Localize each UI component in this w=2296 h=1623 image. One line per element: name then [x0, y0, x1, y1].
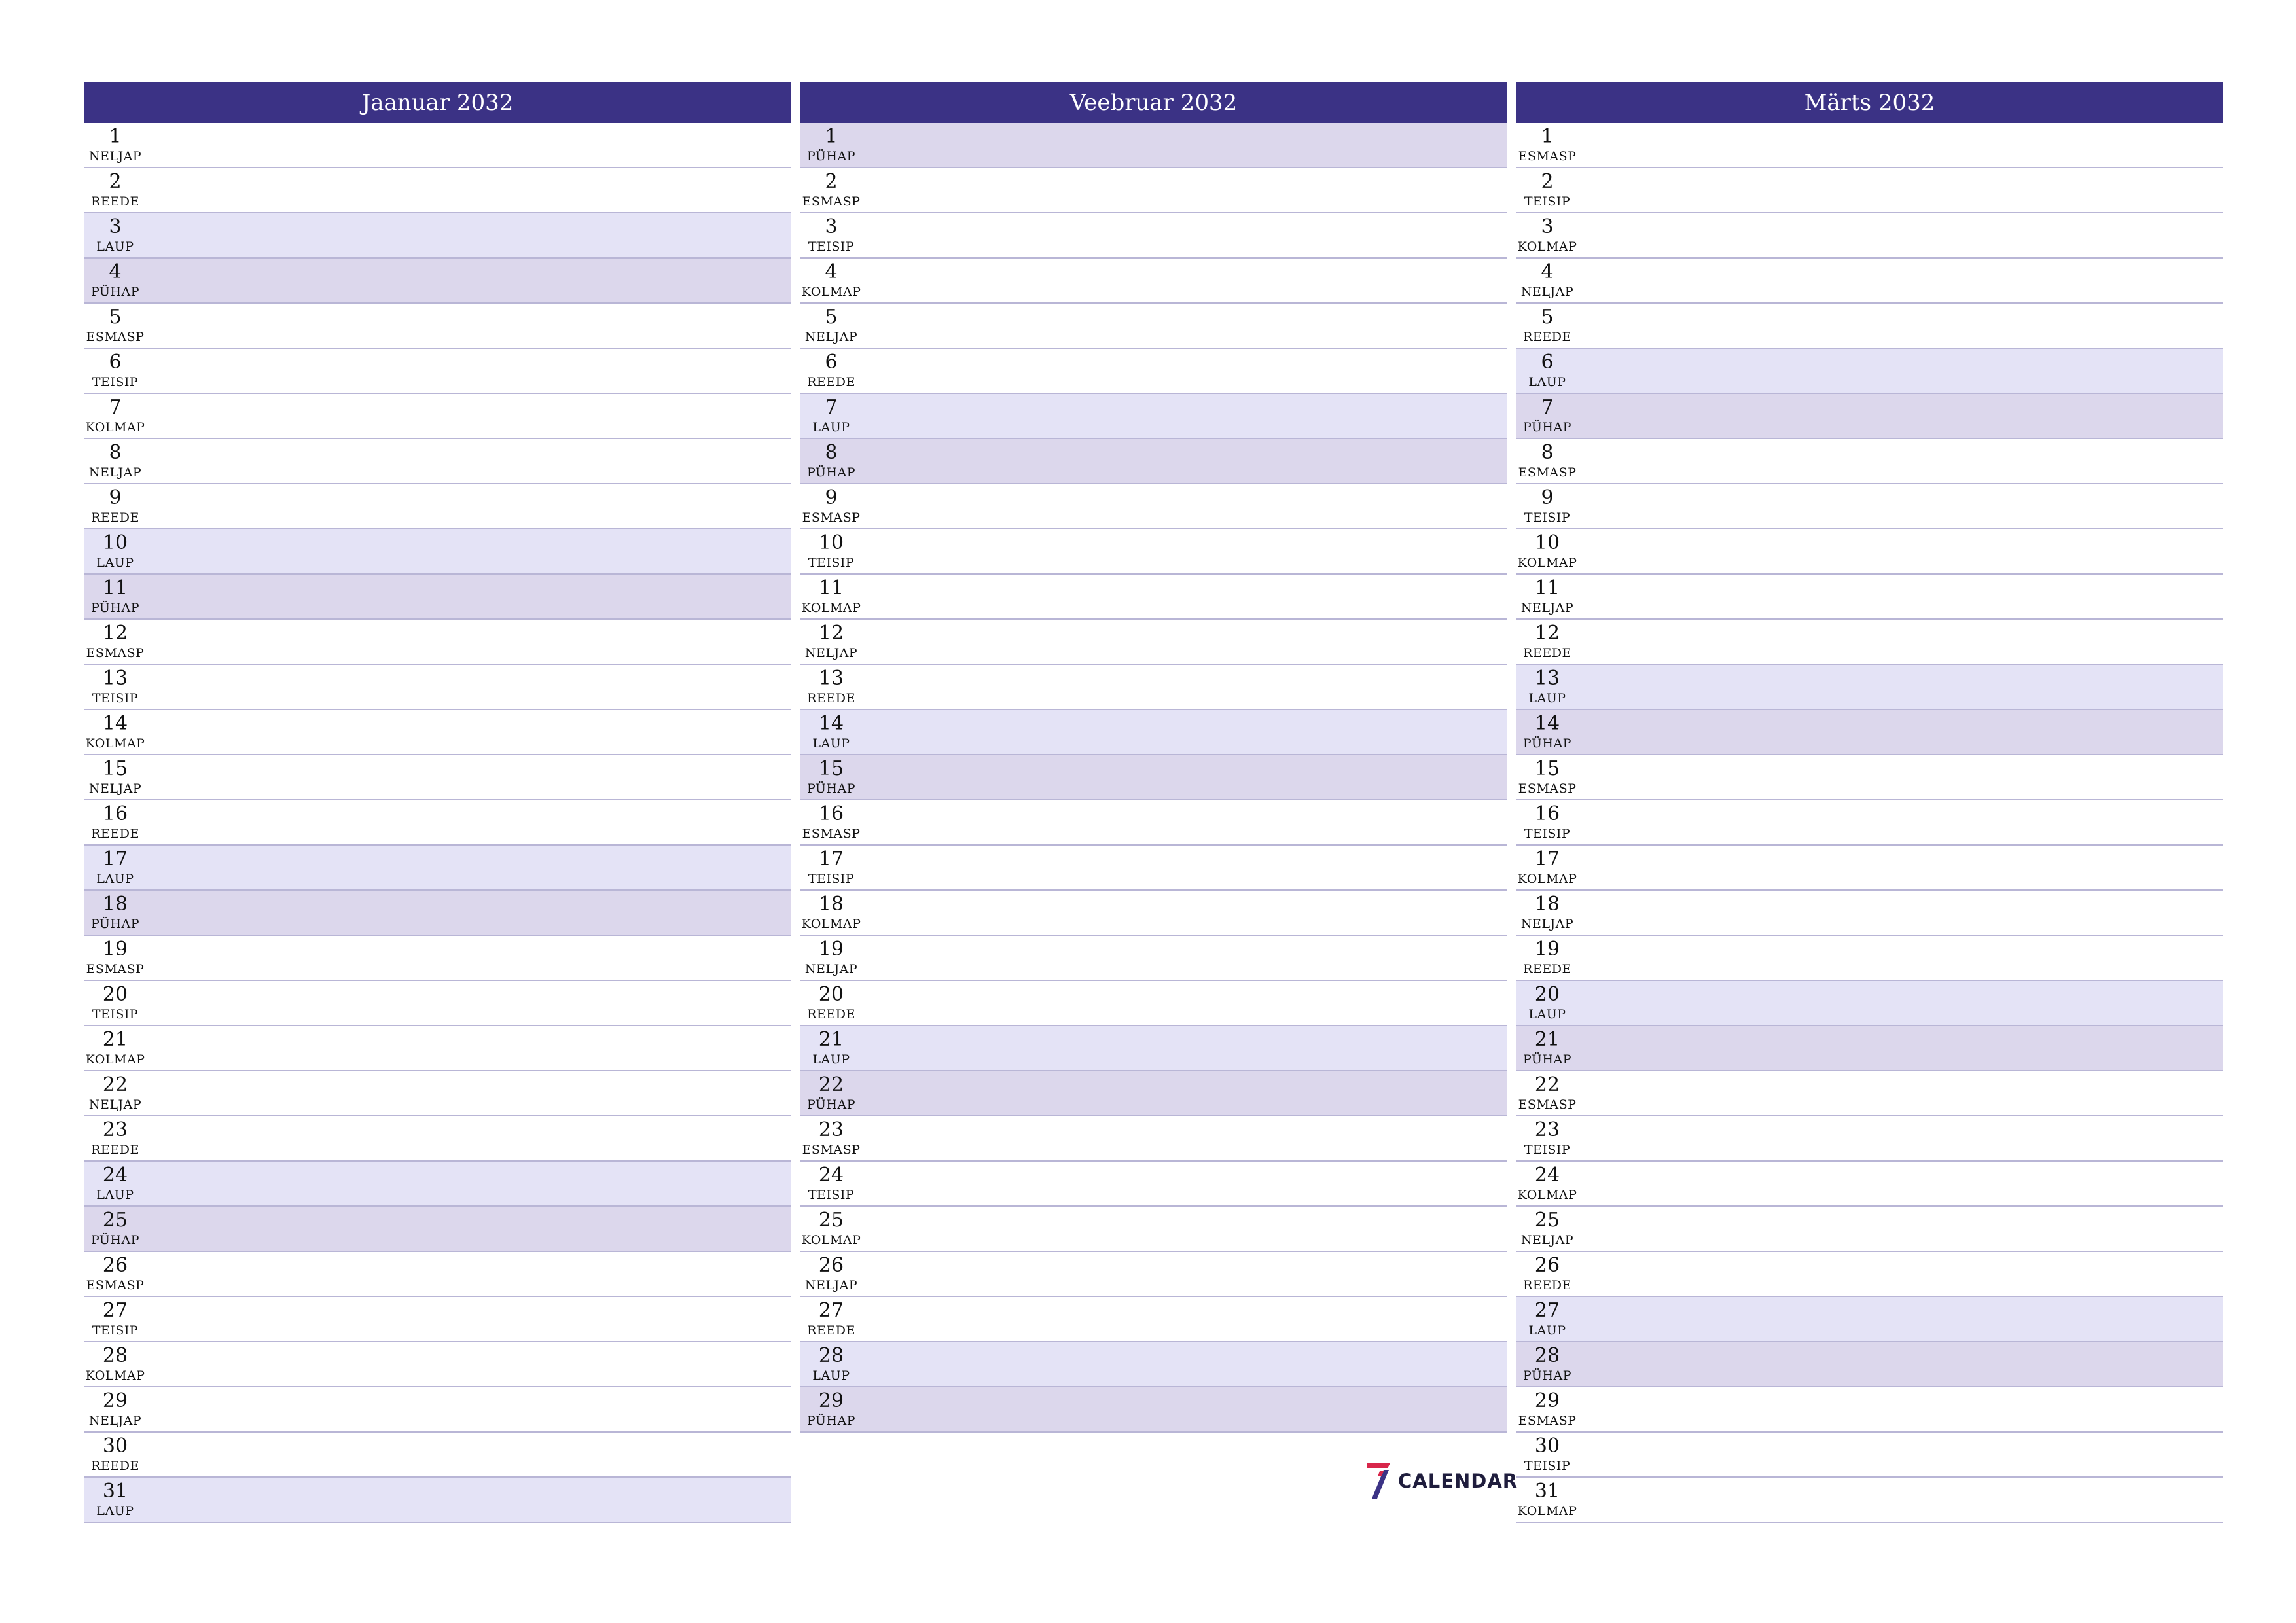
day-number: 14 [102, 712, 128, 735]
day-row [1516, 394, 2223, 439]
day-row [1516, 710, 2223, 755]
weekday-label: ESMASP [802, 510, 861, 525]
weekday-label: PÜHAP [806, 465, 856, 480]
day-row [84, 800, 791, 846]
day-number: 27 [102, 1299, 128, 1322]
day-number: 6 [825, 351, 838, 374]
day-number: 2 [1541, 170, 1554, 193]
day-number: 30 [102, 1435, 128, 1457]
day-number: 10 [818, 531, 844, 554]
day-number: 14 [818, 712, 844, 735]
day-number: 20 [1534, 983, 1560, 1006]
day-row [1516, 665, 2223, 710]
weekday-label: ESMASP [1518, 465, 1577, 480]
weekday-label: TEISIP [808, 872, 855, 886]
day-row [84, 394, 791, 439]
day-row [1516, 1252, 2223, 1297]
day-number: 18 [1534, 893, 1560, 916]
day-row [800, 304, 1507, 349]
weekday-label: LAUP [96, 556, 134, 570]
day-row [1516, 800, 2223, 846]
weekday-label: NELJAP [88, 1414, 142, 1428]
weekday-label: REEDE [91, 194, 139, 209]
day-number: 14 [1534, 712, 1560, 735]
day-row [800, 1071, 1507, 1116]
day-number: 7 [109, 396, 122, 419]
weekday-label: REEDE [91, 827, 139, 841]
day-row [800, 936, 1507, 981]
weekday-label: KOLMAP [85, 1052, 145, 1067]
weekday-label: ESMASP [802, 1143, 861, 1157]
day-row [1516, 1026, 2223, 1071]
day-row [800, 575, 1507, 620]
weekday-label: KOLMAP [1517, 556, 1577, 570]
weekday-label: PÜHAP [806, 781, 856, 796]
day-row [800, 1162, 1507, 1207]
day-number: 21 [1534, 1028, 1560, 1051]
day-number: 24 [1534, 1164, 1560, 1186]
weekday-label: LAUP [812, 420, 850, 435]
day-row [800, 800, 1507, 846]
day-number: 4 [1541, 260, 1554, 283]
weekday-label: PÜHAP [806, 1097, 856, 1112]
weekday-label: ESMASP [1518, 149, 1577, 164]
weekday-label: LAUP [812, 1368, 850, 1383]
day-number: 25 [818, 1209, 844, 1232]
day-row [800, 123, 1507, 168]
day-number: 30 [1534, 1435, 1560, 1457]
day-list [800, 123, 1507, 1433]
weekday-label: REEDE [807, 1007, 855, 1022]
day-number: 5 [109, 306, 122, 329]
day-number: 9 [1541, 486, 1554, 509]
weekday-label: NELJAP [88, 149, 142, 164]
weekday-label: REEDE [1523, 330, 1571, 344]
weekday-label: ESMASP [86, 962, 145, 976]
month-header: Veebruar 2032 [800, 82, 1507, 123]
day-row [1516, 1162, 2223, 1207]
day-row [1516, 213, 2223, 259]
weekday-label: LAUP [1528, 691, 1566, 705]
day-row [84, 710, 791, 755]
day-number: 26 [818, 1254, 844, 1277]
day-number: 8 [109, 441, 122, 464]
weekday-label: KOLMAP [85, 736, 145, 751]
weekday-label: TEISIP [1524, 194, 1571, 209]
weekday-label: REEDE [1523, 1278, 1571, 1293]
day-row [1516, 1116, 2223, 1162]
day-number: 25 [1534, 1209, 1560, 1232]
day-row [1516, 123, 2223, 168]
weekday-label: KOLMAP [1517, 872, 1577, 886]
day-row [800, 755, 1507, 800]
day-row [1516, 755, 2223, 800]
weekday-label: PÜHAP [90, 601, 140, 615]
weekday-label: NELJAP [1520, 285, 1574, 299]
weekday-label: NELJAP [804, 1278, 858, 1293]
day-number: 9 [109, 486, 122, 509]
day-number: 7 [825, 396, 838, 419]
day-number: 24 [102, 1164, 128, 1186]
weekday-label: PÜHAP [90, 917, 140, 931]
weekday-label: LAUP [1528, 1007, 1566, 1022]
day-number: 24 [818, 1164, 844, 1186]
day-row [84, 1207, 791, 1252]
weekday-label: NELJAP [1520, 1233, 1574, 1247]
day-number: 28 [1534, 1344, 1560, 1367]
day-row [84, 936, 791, 981]
weekday-label: TEISIP [1524, 510, 1571, 525]
day-number: 12 [818, 622, 844, 645]
day-number: 18 [102, 893, 128, 916]
day-row [1516, 484, 2223, 529]
day-number: 17 [818, 847, 844, 870]
day-number: 8 [825, 441, 838, 464]
day-row [800, 1116, 1507, 1162]
weekday-label: LAUP [96, 1188, 134, 1202]
weekday-label: LAUP [1528, 1323, 1566, 1338]
day-row [84, 575, 791, 620]
weekday-label: KOLMAP [801, 917, 861, 931]
weekday-label: KOLMAP [801, 285, 861, 299]
weekday-label: TEISIP [1524, 1143, 1571, 1157]
day-number: 13 [102, 667, 128, 690]
day-number: 22 [1534, 1073, 1560, 1096]
weekday-label: ESMASP [1518, 781, 1577, 796]
weekday-label: PÜHAP [90, 285, 140, 299]
day-row [84, 349, 791, 394]
day-row [84, 1071, 791, 1116]
month-column-february [800, 82, 1507, 1433]
weekday-label: TEISIP [92, 1007, 139, 1022]
weekday-label: ESMASP [802, 194, 861, 209]
day-number: 10 [1534, 531, 1560, 554]
day-number: 10 [102, 531, 128, 554]
day-row [84, 529, 791, 575]
day-row [800, 484, 1507, 529]
day-row [84, 259, 791, 304]
day-row [800, 665, 1507, 710]
day-number: 15 [102, 757, 128, 780]
day-number: 2 [825, 170, 838, 193]
month-column-march [1516, 82, 2223, 1523]
weekday-label: KOLMAP [1517, 1188, 1577, 1202]
weekday-label: PÜHAP [1522, 1052, 1572, 1067]
day-number: 28 [102, 1344, 128, 1367]
weekday-label: TEISIP [1524, 1459, 1571, 1473]
day-row [84, 168, 791, 213]
weekday-label: ESMASP [86, 330, 145, 344]
weekday-label: KOLMAP [801, 601, 861, 615]
day-row [1516, 981, 2223, 1026]
month-header: Märts 2032 [1516, 82, 2223, 123]
day-number: 11 [818, 577, 844, 599]
day-row [84, 1026, 791, 1071]
day-number: 3 [109, 215, 122, 238]
day-number: 25 [102, 1209, 128, 1232]
day-number: 19 [1534, 938, 1560, 961]
day-row [800, 1207, 1507, 1252]
day-number: 7 [1541, 396, 1554, 419]
day-row [1516, 846, 2223, 891]
weekday-label: KOLMAP [801, 1233, 861, 1247]
day-number: 4 [109, 260, 122, 283]
day-row [84, 1387, 791, 1433]
day-list [84, 123, 791, 1523]
day-row [84, 891, 791, 936]
calendar-logo [1364, 1462, 1518, 1500]
weekday-label: LAUP [96, 872, 134, 886]
day-row [1516, 304, 2223, 349]
weekday-label: ESMASP [86, 1278, 145, 1293]
weekday-label: ESMASP [1518, 1097, 1577, 1112]
day-number: 13 [1534, 667, 1560, 690]
weekday-label: KOLMAP [85, 420, 145, 435]
weekday-label: NELJAP [804, 330, 858, 344]
day-number: 29 [102, 1389, 128, 1412]
weekday-label: ESMASP [802, 827, 861, 841]
day-number: 15 [818, 757, 844, 780]
weekday-label: REEDE [91, 1143, 139, 1157]
weekday-label: KOLMAP [1517, 1504, 1577, 1518]
weekday-label: TEISIP [92, 691, 139, 705]
day-number: 26 [102, 1254, 128, 1277]
day-row [800, 349, 1507, 394]
day-row [800, 213, 1507, 259]
day-row [1516, 1207, 2223, 1252]
day-row [1516, 936, 2223, 981]
weekday-label: LAUP [812, 1052, 850, 1067]
day-row [84, 1478, 791, 1523]
weekday-label: REEDE [91, 510, 139, 525]
day-row [84, 213, 791, 259]
day-number: 16 [818, 802, 844, 825]
weekday-label: REEDE [807, 375, 855, 389]
day-number: 23 [818, 1118, 844, 1141]
weekday-label: TEISIP [92, 375, 139, 389]
day-row [84, 1252, 791, 1297]
day-row [84, 123, 791, 168]
day-number: 27 [1534, 1299, 1560, 1322]
day-number: 11 [102, 577, 128, 599]
day-number: 3 [825, 215, 838, 238]
day-row [1516, 1387, 2223, 1433]
day-row [1516, 168, 2223, 213]
day-number: 22 [818, 1073, 844, 1096]
day-number: 23 [102, 1118, 128, 1141]
day-row [800, 1342, 1507, 1387]
weekday-label: NELJAP [804, 962, 858, 976]
day-row [800, 710, 1507, 755]
day-number: 1 [109, 125, 122, 148]
weekday-label: PÜHAP [806, 1414, 856, 1428]
day-number: 3 [1541, 215, 1554, 238]
day-row [800, 846, 1507, 891]
day-number: 8 [1541, 441, 1554, 464]
logo-text: CALENDAR [1398, 1470, 1518, 1492]
day-row [1516, 1342, 2223, 1387]
day-row [800, 981, 1507, 1026]
day-number: 29 [818, 1389, 844, 1412]
day-number: 16 [102, 802, 128, 825]
day-number: 21 [102, 1028, 128, 1051]
weekday-label: PÜHAP [90, 1233, 140, 1247]
weekday-label: PÜHAP [1522, 1368, 1572, 1383]
day-row [1516, 439, 2223, 484]
day-number: 6 [1541, 351, 1554, 374]
day-number: 26 [1534, 1254, 1560, 1277]
weekday-label: TEISIP [808, 1188, 855, 1202]
day-number: 1 [1541, 125, 1554, 148]
day-number: 19 [818, 938, 844, 961]
weekday-label: KOLMAP [1517, 240, 1577, 254]
weekday-label: ESMASP [1518, 1414, 1577, 1428]
day-row [1516, 620, 2223, 665]
day-row [800, 439, 1507, 484]
day-number: 6 [109, 351, 122, 374]
day-number: 20 [818, 983, 844, 1006]
day-number: 20 [102, 983, 128, 1006]
day-number: 29 [1534, 1389, 1560, 1412]
weekday-label: ESMASP [86, 646, 145, 660]
weekday-label: LAUP [1528, 375, 1566, 389]
day-row [84, 1297, 791, 1342]
seven-logo-icon [1364, 1462, 1391, 1500]
day-row [800, 394, 1507, 439]
day-number: 5 [825, 306, 838, 329]
weekday-label: PÜHAP [1522, 420, 1572, 435]
day-row [1516, 891, 2223, 936]
day-row [84, 1433, 791, 1478]
day-row [1516, 1297, 2223, 1342]
weekday-label: NELJAP [1520, 601, 1574, 615]
day-row [800, 891, 1507, 936]
day-row [1516, 529, 2223, 575]
weekday-label: LAUP [812, 736, 850, 751]
weekday-label: REEDE [1523, 646, 1571, 660]
day-number: 31 [1534, 1480, 1560, 1503]
day-number: 31 [102, 1480, 128, 1503]
weekday-label: TEISIP [1524, 827, 1571, 841]
weekday-label: NELJAP [88, 781, 142, 796]
weekday-label: LAUP [96, 1504, 134, 1518]
day-number: 16 [1534, 802, 1560, 825]
weekday-label: REEDE [91, 1459, 139, 1473]
day-row [84, 846, 791, 891]
day-row [800, 620, 1507, 665]
day-number: 18 [818, 893, 844, 916]
day-number: 1 [825, 125, 838, 148]
weekday-label: TEISIP [92, 1323, 139, 1338]
weekday-label: REEDE [807, 691, 855, 705]
day-row [800, 259, 1507, 304]
day-row [84, 620, 791, 665]
weekday-label: LAUP [96, 240, 134, 254]
weekday-label: NELJAP [88, 465, 142, 480]
day-row [800, 1297, 1507, 1342]
day-row [1516, 1433, 2223, 1478]
day-number: 28 [818, 1344, 844, 1367]
day-number: 23 [1534, 1118, 1560, 1141]
day-row [1516, 1071, 2223, 1116]
day-row [1516, 259, 2223, 304]
weekday-label: NELJAP [1520, 917, 1574, 931]
day-row [1516, 575, 2223, 620]
weekday-label: NELJAP [804, 646, 858, 660]
day-number: 19 [102, 938, 128, 961]
day-row [1516, 1478, 2223, 1523]
day-number: 15 [1534, 757, 1560, 780]
day-number: 27 [818, 1299, 844, 1322]
month-header: Jaanuar 2032 [84, 82, 791, 123]
day-row [800, 168, 1507, 213]
day-number: 22 [102, 1073, 128, 1096]
day-row [1516, 349, 2223, 394]
day-number: 17 [102, 847, 128, 870]
day-row [800, 1026, 1507, 1071]
day-row [84, 304, 791, 349]
day-row [84, 981, 791, 1026]
day-number: 2 [109, 170, 122, 193]
weekday-label: PÜHAP [1522, 736, 1572, 751]
day-row [84, 1116, 791, 1162]
weekday-label: TEISIP [808, 556, 855, 570]
day-row [84, 665, 791, 710]
day-row [84, 1162, 791, 1207]
day-row [84, 439, 791, 484]
day-number: 9 [825, 486, 838, 509]
day-number: 21 [818, 1028, 844, 1051]
day-number: 12 [102, 622, 128, 645]
day-row [84, 484, 791, 529]
day-row [84, 1342, 791, 1387]
day-row [800, 1387, 1507, 1433]
day-row [800, 1252, 1507, 1297]
weekday-label: NELJAP [88, 1097, 142, 1112]
day-row [84, 755, 791, 800]
month-column-january [84, 82, 791, 1523]
day-number: 5 [1541, 306, 1554, 329]
weekday-label: REEDE [807, 1323, 855, 1338]
day-list [1516, 123, 2223, 1523]
weekday-label: KOLMAP [85, 1368, 145, 1383]
day-number: 4 [825, 260, 838, 283]
day-number: 12 [1534, 622, 1560, 645]
day-row [800, 529, 1507, 575]
weekday-label: REEDE [1523, 962, 1571, 976]
day-number: 13 [818, 667, 844, 690]
day-number: 17 [1534, 847, 1560, 870]
day-number: 11 [1534, 577, 1560, 599]
weekday-label: TEISIP [808, 240, 855, 254]
weekday-label: PÜHAP [806, 149, 856, 164]
